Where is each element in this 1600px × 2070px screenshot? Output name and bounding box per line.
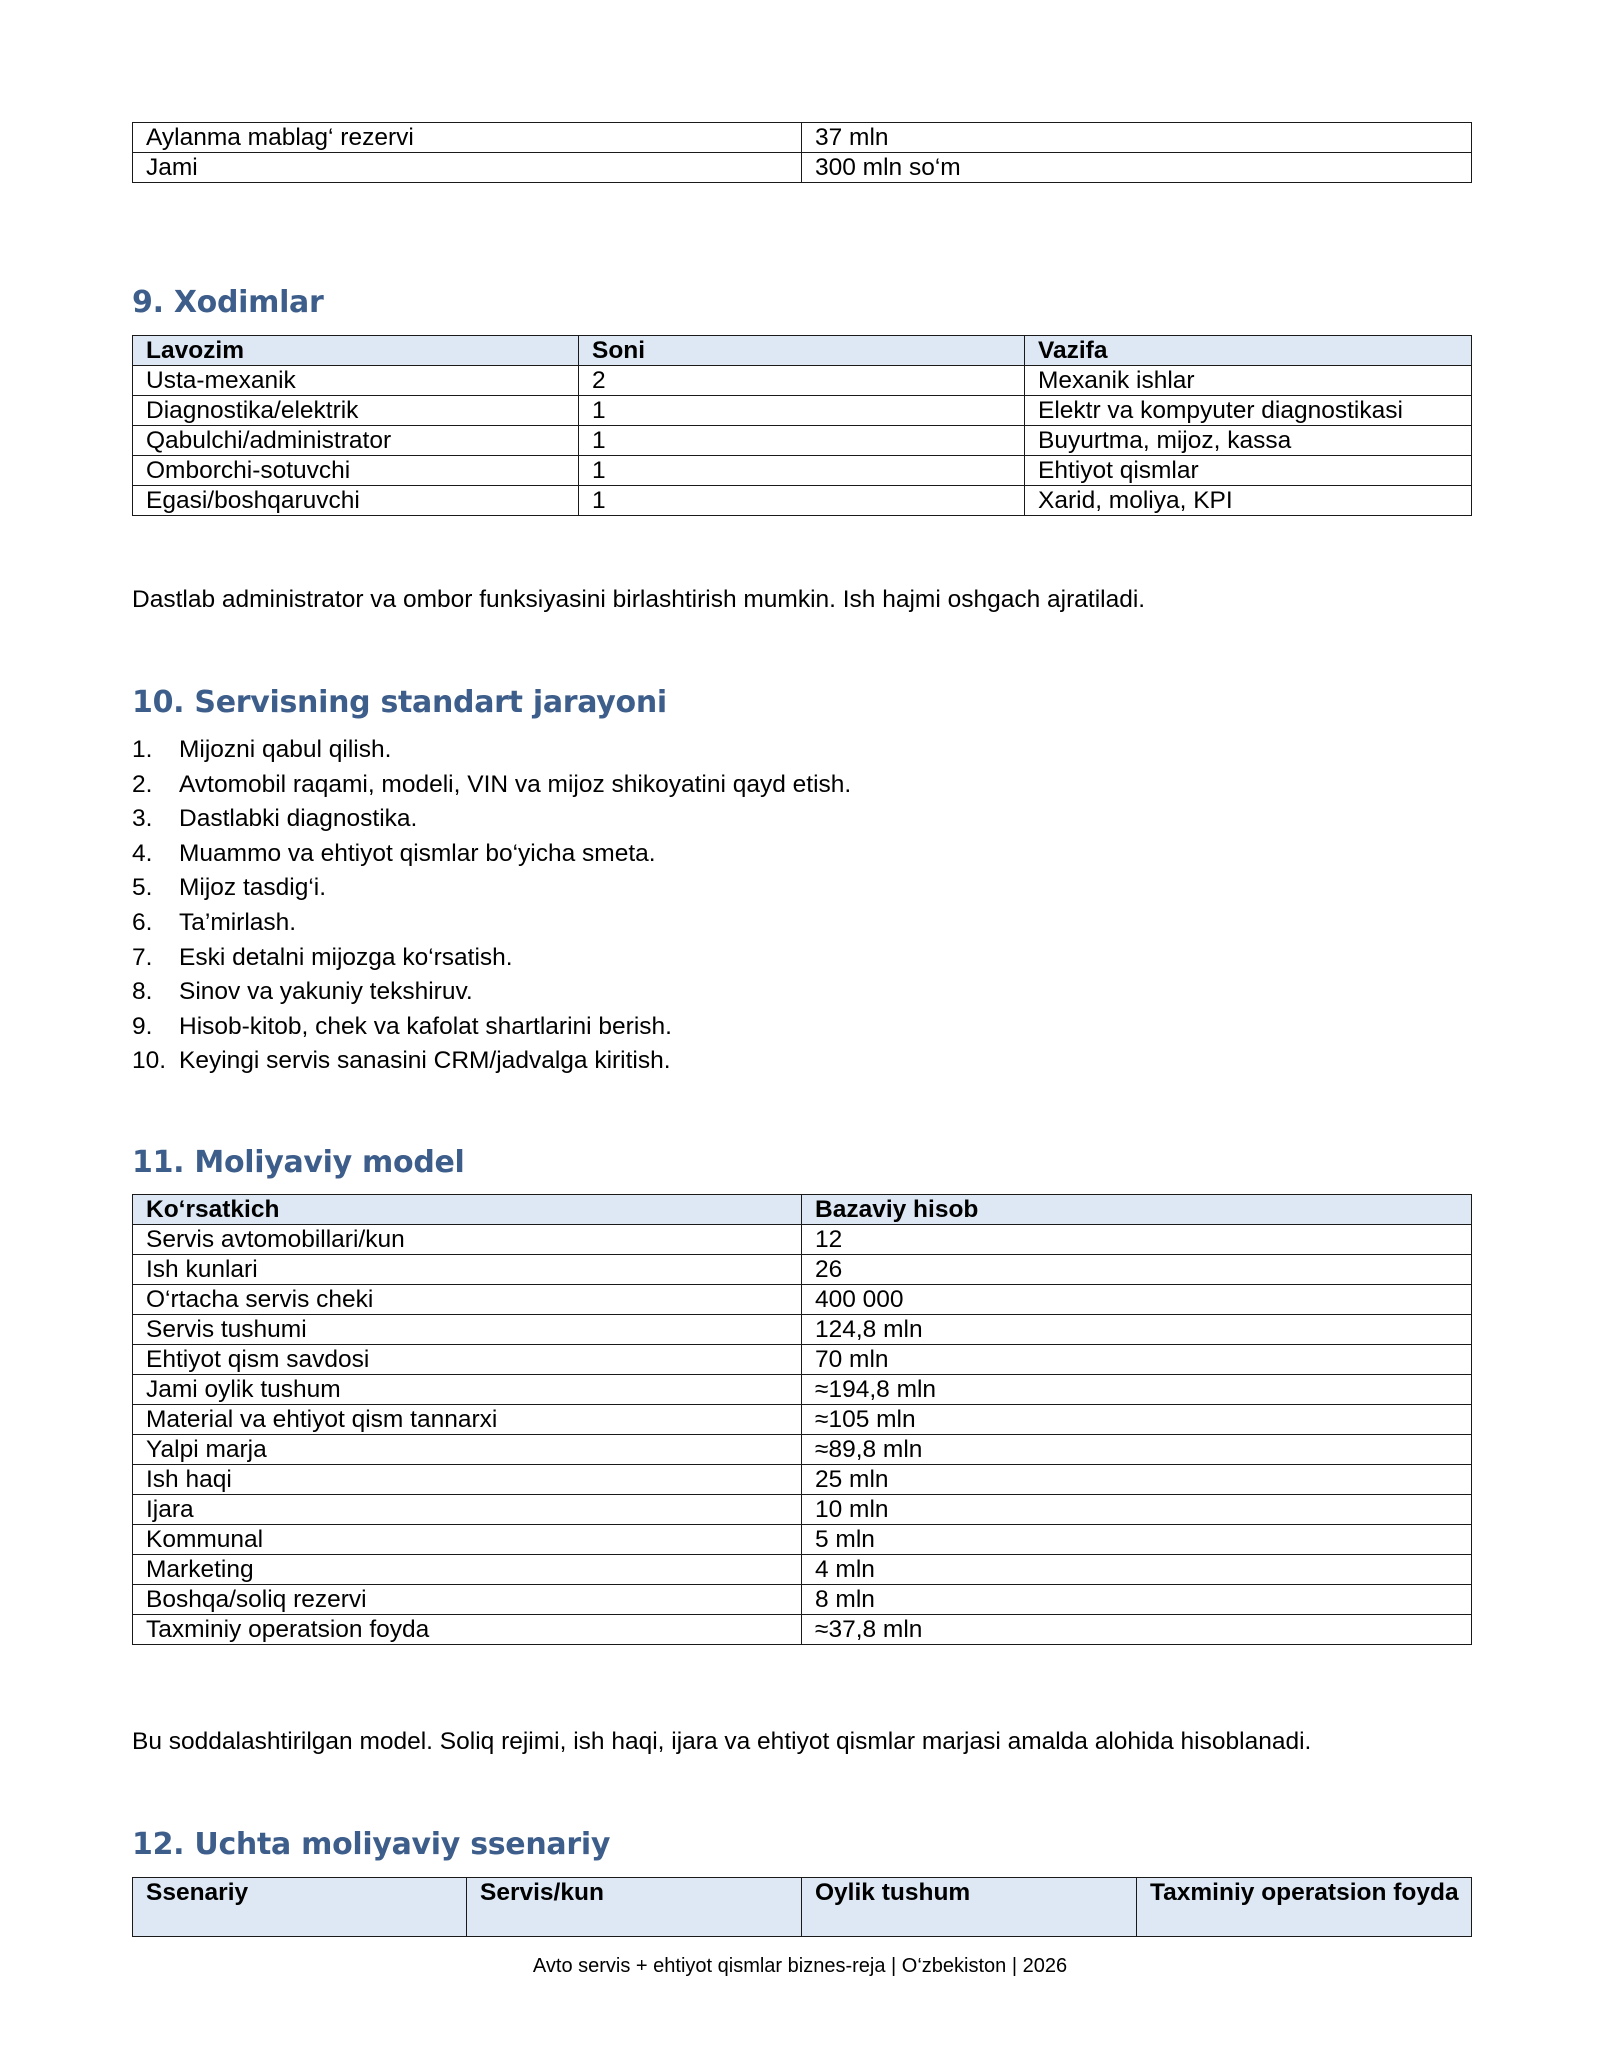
table-row <box>133 1555 1472 1585</box>
table-cell: 400 000 <box>802 1285 1472 1315</box>
section-heading-staff: 9. Xodimlar <box>132 285 324 320</box>
table-cell: Servis avtomobillari/kun <box>133 1225 802 1255</box>
table-cell: 8 mln <box>802 1585 1472 1615</box>
table-cell: 1 <box>579 396 1025 426</box>
table-cell: 124,8 mln <box>802 1315 1472 1345</box>
table-cell: ≈194,8 mln <box>802 1375 1472 1405</box>
table-cell: 4 mln <box>802 1555 1472 1585</box>
table-row <box>133 1495 1472 1525</box>
process-steps-list <box>132 733 851 1079</box>
list-item-text: Mijozni qabul qilish. <box>179 736 392 763</box>
table-header-row <box>133 1878 1472 1937</box>
table-cell: ≈105 mln <box>802 1405 1472 1435</box>
table-cell: Jami oylik tushum <box>133 1375 802 1405</box>
list-item: 6. Ta’mirlash. <box>132 906 851 941</box>
table-cell: 1 <box>579 486 1025 516</box>
table-cell: 2 <box>579 366 1025 396</box>
column-header: Soni <box>579 336 1025 366</box>
table-row <box>133 1465 1472 1495</box>
table-cell: Taxminiy operatsion foyda <box>133 1615 802 1645</box>
table-row <box>133 426 1472 456</box>
table-row <box>133 1255 1472 1285</box>
table-cell: 1 <box>579 426 1025 456</box>
table-row <box>133 123 1472 153</box>
table-cell: Egasi/boshqaruvchi <box>133 486 579 516</box>
staff-note: Dastlab administrator va ombor funksiyasini birlashtirish mumkin. Ish hajmi oshgach ajratiladi. <box>132 586 1146 613</box>
table-cell: Ish haqi <box>133 1465 802 1495</box>
list-item: 2. Avtomobil raqami, modeli, VIN va mijoz shikoyatini qayd etish. <box>132 768 851 803</box>
table-row <box>133 1615 1472 1645</box>
table-header-row <box>133 336 1472 366</box>
table-row <box>133 1315 1472 1345</box>
table-cell: 37 mln <box>802 123 1472 153</box>
list-item-text: Avtomobil raqami, modeli, VIN va mijoz shikoyatini qayd etish. <box>179 770 852 798</box>
table-cell: Ijara <box>133 1495 802 1525</box>
column-header: Ko‘rsatkich <box>133 1195 802 1225</box>
table-cell: Jami <box>133 153 802 183</box>
table-cell: 10 mln <box>802 1495 1472 1525</box>
table-cell: 12 <box>802 1225 1472 1255</box>
table-row <box>133 1435 1472 1465</box>
table-cell: Yalpi marja <box>133 1435 802 1465</box>
list-item-text: Ta’mirlash. <box>179 908 297 936</box>
column-header: Vazifa <box>1025 336 1472 366</box>
table-row <box>133 1585 1472 1615</box>
list-item: 7. Eski detalni mijozga ko‘rsatish. <box>132 941 851 976</box>
list-item: 9. Hisob-kitob, chek va kafolat shartlarini berish. <box>132 1010 851 1045</box>
table-cell: Omborchi-sotuvchi <box>133 456 579 486</box>
table-cell: 26 <box>802 1255 1472 1285</box>
page-footer: Avto servis + ehtiyot qismlar biznes-reja | O‘zbekiston | 2026 <box>532 1955 1068 1977</box>
table-cell: 25 mln <box>802 1465 1472 1495</box>
list-item: 1. Mijozni qabul qilish. <box>132 733 851 768</box>
list-item-text: Mijoz tasdig‘i. <box>179 874 327 902</box>
column-header: Lavozim <box>133 336 579 366</box>
table-cell: Diagnostika/elektrik <box>133 396 579 426</box>
table-row <box>133 153 1472 183</box>
list-item: 10. Keyingi servis sanasini CRM/jadvalga kiritish. <box>132 1044 851 1079</box>
list-item: 3. Dastlabki diagnostika. <box>132 802 851 837</box>
table-row <box>133 1225 1472 1255</box>
section-heading-process: 10. Servisning standart jarayoni <box>132 685 667 720</box>
table-cell: ≈37,8 mln <box>802 1615 1472 1645</box>
scenarios-table <box>132 1877 1472 1937</box>
list-item: 5. Mijoz tasdig‘i. <box>132 871 851 906</box>
table-row <box>133 1525 1472 1555</box>
list-item: 8. Sinov va yakuniy tekshiruv. <box>132 975 851 1010</box>
section-heading-scenarios: 12. Uchta moliyaviy ssenariy <box>132 1827 611 1862</box>
list-item-text: Eski detalni mijozga ko‘rsatish. <box>179 943 513 971</box>
budget-table <box>132 122 1472 183</box>
table-cell: Ehtiyot qismlar <box>1025 456 1472 486</box>
table-row <box>133 1375 1472 1405</box>
column-header: Servis/kun <box>467 1878 802 1937</box>
list-item-text: Keyingi servis sanasini CRM/jadvalga kiritish. <box>179 1047 671 1075</box>
list-item: 4. Muammo va ehtiyot qismlar bo‘yicha smeta. <box>132 837 851 872</box>
table-header-row <box>133 1195 1472 1225</box>
list-item-text: Sinov va yakuniy tekshiruv. <box>179 978 473 1006</box>
table-cell: Mexanik ishlar <box>1025 366 1472 396</box>
table-cell: Buyurtma, mijoz, kassa <box>1025 426 1472 456</box>
finance-note: Bu soddalashtirilgan model. Soliq rejimi, ish haqi, ijara va ehtiyot qismlar marjasi amalda alohida hisoblanadi. <box>132 1728 1312 1755</box>
section-heading-finance: 11. Moliyaviy model <box>132 1145 465 1180</box>
table-cell: Marketing <box>133 1555 802 1585</box>
list-item-text: Dastlabki diagnostika. <box>179 805 418 833</box>
table-row <box>133 1285 1472 1315</box>
table-cell: Usta-mexanik <box>133 366 579 396</box>
table-cell: Ish kunlari <box>133 1255 802 1285</box>
column-header: Ssenariy <box>133 1878 467 1937</box>
table-cell: Qabulchi/administrator <box>133 426 579 456</box>
table-cell: O‘rtacha servis cheki <box>133 1285 802 1315</box>
finance-table <box>132 1194 1472 1645</box>
column-header: Oylik tushum <box>802 1878 1137 1937</box>
list-item-text: Muammo va ehtiyot qismlar bo‘yicha smeta. <box>179 839 656 867</box>
table-cell: Servis tushumi <box>133 1315 802 1345</box>
table-row <box>133 366 1472 396</box>
table-cell: Xarid, moliya, KPI <box>1025 486 1472 516</box>
column-header: Bazaviy hisob <box>802 1195 1472 1225</box>
table-row <box>133 486 1472 516</box>
table-cell: 70 mln <box>802 1345 1472 1375</box>
table-cell: ≈89,8 mln <box>802 1435 1472 1465</box>
table-cell: 5 mln <box>802 1525 1472 1555</box>
staff-table <box>132 335 1472 516</box>
table-cell: Aylanma mablag‘ rezervi <box>133 123 802 153</box>
table-cell: 300 mln so‘m <box>802 153 1472 183</box>
table-row <box>133 396 1472 426</box>
table-row <box>133 456 1472 486</box>
table-cell: Ehtiyot qism savdosi <box>133 1345 802 1375</box>
table-row <box>133 1345 1472 1375</box>
table-cell: 1 <box>579 456 1025 486</box>
table-cell: Kommunal <box>133 1525 802 1555</box>
list-item-text: Hisob-kitob, chek va kafolat shartlarini berish. <box>179 1012 672 1040</box>
column-header: Taxminiy operatsion foyda <box>1137 1878 1472 1937</box>
table-cell: Elektr va kompyuter diagnostikasi <box>1025 396 1472 426</box>
table-row <box>133 1405 1472 1435</box>
table-cell: Material va ehtiyot qism tannarxi <box>133 1405 802 1435</box>
table-cell: Boshqa/soliq rezervi <box>133 1585 802 1615</box>
